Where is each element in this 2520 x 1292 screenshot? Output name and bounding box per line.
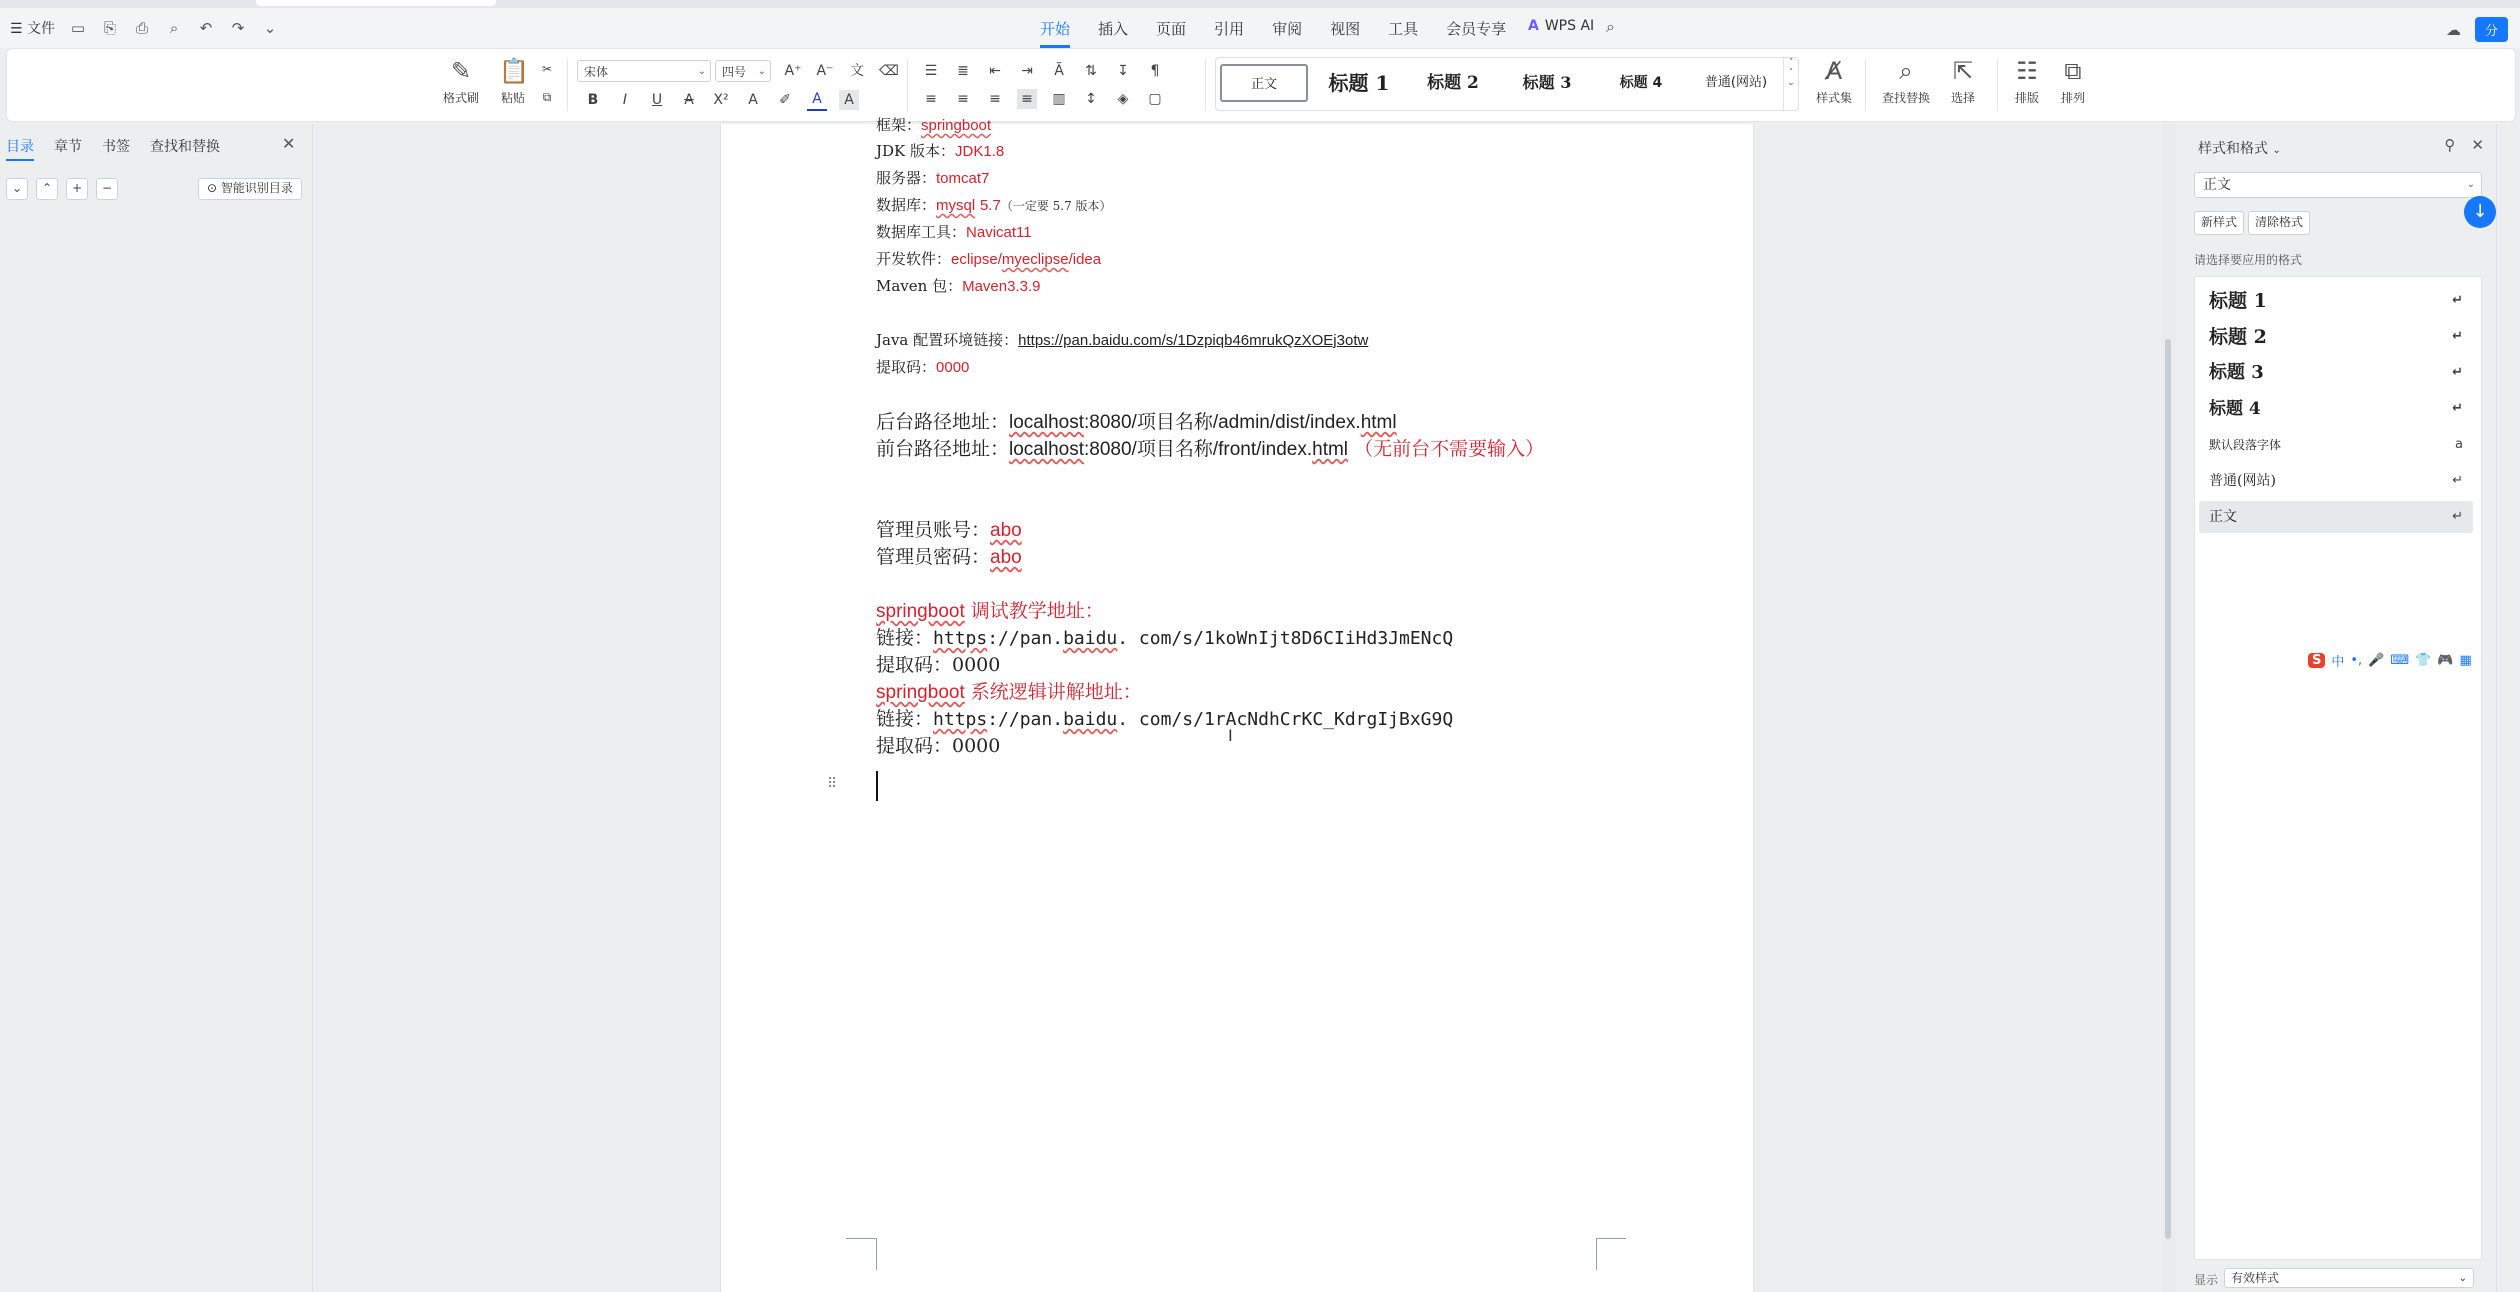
doc-line-admin-user <box>876 515 1022 542</box>
frontend-path: :8080/项目名称/front/index. <box>1084 439 1313 460</box>
shading-icon[interactable]: ◈ <box>1117 91 1129 107</box>
search-icon[interactable]: ⌕ <box>1606 17 1615 36</box>
italic-icon[interactable]: I <box>622 92 628 108</box>
chinese-layout-icon[interactable]: Ã <box>1054 63 1064 79</box>
dbtool-value: Navicat11 <box>966 224 1032 241</box>
server-label: 服务器： <box>876 169 937 187</box>
quick-access <box>10 18 279 38</box>
layout-icon: ☷ <box>2016 57 2038 85</box>
font-tools-row-1 <box>783 61 899 81</box>
chevron-down-icon: ⌄ <box>2458 1273 2467 1284</box>
doc-line-admin-pwd <box>876 542 1022 569</box>
format-painter-icon: ✎ <box>450 57 472 85</box>
code-line-3: 提取码：0000 <box>876 735 1001 757</box>
select-button[interactable] <box>1941 57 1985 106</box>
right-sidebar-strip <box>2496 124 2520 1292</box>
pin-icon[interactable]: ⚲ <box>2444 136 2456 154</box>
navigation-pane <box>0 124 313 1292</box>
new-style-button[interactable]: 新样式 <box>2194 211 2244 235</box>
link-label-2: 链接： <box>876 708 934 730</box>
toc-tools <box>6 178 118 200</box>
show-filter-select[interactable] <box>2224 1268 2474 1288</box>
toolbox-icon[interactable]: ▦ <box>2459 652 2472 668</box>
return-icon: ↵ <box>2452 401 2463 416</box>
arrange-button[interactable] <box>2051 57 2095 106</box>
sort-icon[interactable]: ↧ <box>1117 63 1129 79</box>
font-color-icon[interactable]: A <box>807 89 827 111</box>
ide-value-myeclipse: myeclipse <box>1001 251 1069 268</box>
db-note: （一定要 5.7 版本） <box>1000 199 1112 213</box>
frontend-host: localhost <box>1009 439 1085 460</box>
decrease-indent-icon[interactable]: ⇤ <box>989 63 1001 79</box>
doc-line-dbtool <box>876 221 1032 242</box>
divider <box>1205 59 1206 111</box>
link-1-domain: baidu <box>1063 628 1118 649</box>
doc-line-database <box>876 194 1112 215</box>
gallery-style-heading-3[interactable]: 标题 3 <box>1522 73 1572 92</box>
maven-label: Maven 包： <box>876 277 963 295</box>
return-icon: ↵ <box>2452 365 2463 380</box>
doc-line-java-link <box>876 329 1368 350</box>
doc-line-debug-title <box>876 596 1104 623</box>
shrink-font-icon[interactable]: A⁻ <box>816 63 834 79</box>
divider <box>1997 59 1998 111</box>
font-size-value: 四号 <box>722 65 747 79</box>
open-icon[interactable]: ⎘ <box>104 19 117 37</box>
superscript-icon[interactable]: X² <box>713 92 729 108</box>
select-label: 选择 <box>1950 91 1975 105</box>
jdk-value: JDK1.8 <box>955 143 1005 160</box>
chevron-down-icon: ⌄ <box>697 66 706 77</box>
style-item-normal[interactable] <box>2199 501 2473 533</box>
numbering-icon[interactable]: ≣ <box>957 63 969 79</box>
style-item-label: 标题 1 <box>2209 290 2267 312</box>
tab-review[interactable]: 审阅 <box>1272 20 1303 38</box>
font-size-select[interactable] <box>715 60 771 82</box>
crop-mark <box>846 1238 876 1239</box>
print-preview-icon[interactable]: ⌕ <box>169 19 179 37</box>
find-replace-button[interactable] <box>1875 57 1937 106</box>
nav-tab-sections[interactable]: 章节 <box>54 139 82 155</box>
skin-icon[interactable]: 👕 <box>2415 652 2432 668</box>
menu-bar <box>0 8 2520 48</box>
divider <box>567 59 568 111</box>
link-2-path: . com/s/1rAcNdhCrKC_KdrgIjBxG9Q <box>1117 709 1454 730</box>
framework-label: 框架： <box>876 116 922 134</box>
styles-hint: 请选择要应用的格式 <box>2194 253 2303 267</box>
db-value: mysql <box>936 197 976 214</box>
underline-icon[interactable]: U <box>651 92 663 108</box>
link-1-part-b: ://pan. <box>987 628 1064 649</box>
styles-set-button[interactable] <box>1807 57 1861 106</box>
doc-line-backend <box>876 407 1397 434</box>
doc-line-frontend <box>876 434 1544 461</box>
code-value-1: 0000 <box>936 359 970 376</box>
add-icon[interactable]: + <box>66 178 88 200</box>
style-item-label: 标题 2 <box>2209 326 2267 348</box>
bold-icon[interactable]: B <box>587 92 599 108</box>
tab-page[interactable]: 页面 <box>1156 20 1187 38</box>
return-icon: ↵ <box>2452 473 2463 488</box>
nav-tab-toc[interactable]: 目录 <box>6 136 34 161</box>
server-value: tomcat7 <box>936 170 990 187</box>
customize-chevron-icon[interactable]: ⌄ <box>263 19 277 37</box>
admin-user-label: 管理员账号： <box>876 519 991 541</box>
ide-value-eclipse: eclipse <box>951 251 998 268</box>
smart-toc-button[interactable] <box>198 178 302 200</box>
clear-format-button[interactable]: 清除格式 <box>2248 211 2310 235</box>
admin-pwd-label: 管理员密码： <box>876 546 991 568</box>
close-icon[interactable]: ✕ <box>282 134 296 153</box>
styles-pane-title-text: 样式和格式 <box>2198 141 2268 157</box>
style-item-label: 标题 4 <box>2209 399 2261 419</box>
style-gallery <box>1215 57 1799 111</box>
bullets-icon[interactable]: ☰ <box>924 63 938 79</box>
styles-set-label: 样式集 <box>1815 91 1852 105</box>
show-filter-value: 有效样式 <box>2231 1271 2280 1285</box>
gallery-style-heading-2[interactable]: 标题 2 <box>1427 73 1479 93</box>
text-direction-icon[interactable]: ⇅ <box>1085 63 1097 79</box>
chevron-down-icon: ⌄ <box>2272 145 2281 156</box>
doc-line-link-1 <box>876 623 1453 650</box>
gallery-style-web[interactable]: 普通(网站) <box>1704 75 1768 90</box>
tab-view[interactable]: 视图 <box>1330 20 1361 38</box>
strikethrough-icon[interactable]: A <box>684 92 694 108</box>
font-tools-row-2 <box>583 89 859 111</box>
nav-tab-bookmarks[interactable]: 书签 <box>102 139 130 155</box>
char-style-icon: a <box>2455 437 2463 452</box>
cut-icon[interactable]: ✂ <box>541 62 553 76</box>
style-item-label: 默认段落字体 <box>2209 438 2282 452</box>
microphone-icon[interactable]: 🎤 <box>2368 652 2385 668</box>
styles-pane-title[interactable] <box>2198 138 2281 158</box>
smart-toc-icon: ⊙ <box>207 181 218 195</box>
debug-title-a: springboot <box>876 601 965 622</box>
admin-user-value: abo <box>990 520 1022 541</box>
backend-ext: html <box>1360 412 1397 433</box>
style-item-label: 标题 3 <box>2209 362 2264 383</box>
paragraph-tools-row-2 <box>921 89 1165 109</box>
scrollbar-thumb[interactable] <box>2165 339 2171 1239</box>
cloud-icon[interactable]: ☁ <box>2445 20 2461 39</box>
wps-ai-icon: A <box>1528 18 1539 34</box>
style-item-web[interactable] <box>2199 465 2473 497</box>
file-menu[interactable]: ☰ 文件 <box>10 21 56 37</box>
punctuation-icon[interactable]: •, <box>2350 652 2363 668</box>
styles-set-icon: A̸ <box>1825 57 1843 85</box>
doc-line-framework <box>876 114 991 135</box>
wps-ai-button[interactable] <box>1528 18 1594 34</box>
style-item-label: 普通(网站) <box>2209 473 2276 489</box>
download-arrow-icon[interactable]: ↓ <box>2464 196 2496 228</box>
frontend-label: 前台路径地址： <box>876 438 1010 460</box>
backend-label: 后台路径地址： <box>876 411 1010 433</box>
find-icon: ⌕ <box>1899 57 1913 85</box>
char-shading-icon[interactable]: A <box>839 90 859 110</box>
tab-references[interactable]: 引用 <box>1214 20 1245 38</box>
nav-tab-find-replace[interactable]: 查找和替换 <box>150 139 220 155</box>
ide-label: 开发软件： <box>876 250 952 268</box>
link-2-scheme: https <box>933 709 988 730</box>
db-version: 5.7 <box>979 197 1001 214</box>
return-icon: ↵ <box>2452 329 2463 344</box>
tab-tools[interactable]: 工具 <box>1388 20 1419 38</box>
paste-label: 粘贴 <box>500 91 525 105</box>
collapse-icon[interactable]: ⌃ <box>36 178 58 200</box>
style-item-heading-4[interactable] <box>2199 393 2473 425</box>
style-item-heading-2[interactable] <box>2199 321 2473 353</box>
java-link-value[interactable]: https://pan.baidu.com/s/1Dzpiqb46mrukQzXOEj3otw <box>1018 332 1369 349</box>
window-actions <box>2446 17 2508 42</box>
arrange-label: 排列 <box>2060 91 2085 105</box>
justify-icon[interactable]: ≡ <box>1017 89 1037 109</box>
link-2-domain: baidu <box>1063 709 1118 730</box>
keyboard-icon[interactable]: ⌨ <box>2390 652 2410 668</box>
line-spacing-icon[interactable]: ↕ <box>1085 91 1097 107</box>
dbtool-label: 数据库工具： <box>876 223 967 241</box>
doc-line-logic-title <box>876 677 1142 704</box>
ide-value-idea: idea <box>1072 251 1102 268</box>
align-left-icon[interactable]: ≡ <box>925 91 937 107</box>
menu-tabs <box>1040 18 1506 48</box>
paste-icon: 📋 <box>499 57 529 85</box>
arrange-icon: ⧉ <box>2064 57 2082 85</box>
wps-ai-label: WPS AI <box>1544 18 1595 34</box>
crop-mark <box>1596 1238 1597 1270</box>
redo-icon[interactable]: ↷ <box>231 19 245 37</box>
debug-title-b: 调试教学地址： <box>964 600 1104 622</box>
divider <box>1865 59 1866 111</box>
styles-pane <box>2186 124 2494 1292</box>
current-style-select[interactable] <box>2194 172 2482 198</box>
chevron-down-icon: ⌄ <box>2466 179 2475 190</box>
clear-format-icon[interactable]: ⌫ <box>879 63 899 79</box>
font-name-value: 宋体 <box>584 65 609 79</box>
doc-line-code-1 <box>876 356 969 377</box>
border-icon[interactable]: ▢ <box>1148 91 1162 107</box>
doc-line-code-3 <box>876 731 1000 758</box>
show-label: 显示 <box>2194 1273 2219 1287</box>
logic-title-a: springboot <box>876 682 965 703</box>
ime-toolbar <box>2308 648 2472 672</box>
backend-host: localhost <box>1009 412 1085 433</box>
save-icon[interactable]: ▭ <box>70 19 86 37</box>
paragraph-tools-row-1 <box>921 61 1165 81</box>
nav-tabs <box>6 136 220 161</box>
logic-title-b: 系统逻辑讲解地址： <box>964 681 1142 703</box>
align-right-icon[interactable]: ≡ <box>989 91 1001 107</box>
undo-icon[interactable]: ↶ <box>199 19 213 37</box>
link-1-scheme: https <box>933 628 988 649</box>
tab-home[interactable]: 开始 <box>1040 18 1070 48</box>
gallery-scroll[interactable]: ˄ ˅ ⌄ <box>1783 58 1798 110</box>
return-icon: ↵ <box>2452 293 2463 308</box>
frontend-ext: html <box>1312 439 1349 460</box>
gallery-style-heading-1[interactable]: 标题 1 <box>1328 71 1390 95</box>
document-scrollbar[interactable] <box>2162 124 2176 1292</box>
sogou-ime-icon[interactable]: S <box>2308 653 2325 668</box>
distribute-icon[interactable]: ▥ <box>1052 91 1066 107</box>
java-link-label: Java 配置环境链接： <box>876 331 1019 349</box>
show-marks-icon[interactable]: ¶ <box>1150 63 1160 79</box>
game-icon[interactable]: 🎮 <box>2437 652 2454 668</box>
tab-member[interactable]: 会员专享 <box>1446 20 1507 38</box>
doc-line-ide: 开发软件：eclipse/myeclipse/idea <box>876 250 1102 268</box>
doc-line-code-2 <box>876 650 1000 677</box>
doc-line-server <box>876 167 989 188</box>
link-label-1: 链接： <box>876 627 934 649</box>
layout-button[interactable] <box>2005 57 2049 106</box>
share-button[interactable]: 分 <box>2475 17 2508 42</box>
style-item-heading-1[interactable] <box>2199 285 2473 317</box>
link-2-part-b: ://pan. <box>987 709 1064 730</box>
current-style-value: 正文 <box>2203 177 2231 193</box>
grow-font-icon[interactable]: A⁺ <box>784 63 802 79</box>
styles-list <box>2194 276 2482 1260</box>
return-icon: ↵ <box>2452 509 2463 524</box>
chinese-mode-icon[interactable]: 中 <box>2331 654 2345 670</box>
close-icon[interactable]: ✕ <box>2471 136 2484 154</box>
crop-mark <box>1596 1238 1626 1239</box>
framework-value: springboot <box>921 117 992 134</box>
text-effect-icon[interactable]: A <box>748 92 758 108</box>
chevron-down-icon: ⌄ <box>757 66 766 77</box>
style-item-heading-3[interactable] <box>2199 357 2473 389</box>
document-tab[interactable] <box>256 0 496 6</box>
text-cursor <box>876 771 878 801</box>
link-1-path: . com/s/1koWnIjt8D6CIiHd3JmENcQ <box>1117 628 1454 649</box>
style-item-label: 正文 <box>2209 509 2237 525</box>
highlight-icon[interactable]: ✐ <box>779 92 791 108</box>
doc-line-jdk <box>876 140 1004 161</box>
print-icon[interactable]: ⎙ <box>136 19 149 37</box>
gallery-style-normal[interactable]: 正文 <box>1220 64 1308 102</box>
paste-button[interactable] <box>491 57 535 106</box>
frontend-note: （无前台不需要输入） <box>1354 438 1545 460</box>
crop-mark <box>876 1238 877 1270</box>
file-menu-label: 文件 <box>27 21 56 37</box>
layout-label: 排版 <box>2014 91 2039 105</box>
divider <box>907 59 908 111</box>
copy-icon[interactable]: ⧉ <box>542 90 552 104</box>
align-center-icon[interactable]: ≡ <box>957 91 969 107</box>
font-name-select[interactable] <box>577 60 711 82</box>
title-bar <box>0 0 2520 8</box>
backend-path: :8080/项目名称/admin/dist/index. <box>1084 412 1361 433</box>
gallery-style-heading-4[interactable]: 标题 4 <box>1619 75 1663 91</box>
paragraph-drag-handle-icon[interactable]: ⠿ <box>827 776 838 792</box>
ibeam-cursor-icon: I <box>1228 726 1233 745</box>
styles-pane-actions <box>2444 136 2484 154</box>
doc-line-link-2 <box>876 704 1453 731</box>
expand-icon[interactable]: ⌄ <box>6 178 28 200</box>
find-replace-label: 查找替换 <box>1881 91 1930 105</box>
smart-toc-label: 智能识别目录 <box>220 181 293 195</box>
select-cursor-icon: ⇱ <box>1952 57 1974 85</box>
db-label: 数据库： <box>876 196 937 214</box>
pinyin-icon[interactable]: 文 <box>850 63 864 79</box>
remove-icon[interactable]: − <box>96 178 118 200</box>
maven-value: Maven3.3.9 <box>962 278 1041 295</box>
format-painter-label: 格式刷 <box>442 91 479 105</box>
code-label-1: 提取码： <box>876 358 937 376</box>
admin-pwd-value: abo <box>990 547 1022 568</box>
doc-line-maven <box>876 275 1040 296</box>
ribbon-toolbar <box>6 48 2516 122</box>
style-item-default-font[interactable] <box>2199 429 2473 461</box>
code-line-2: 提取码：0000 <box>876 654 1001 676</box>
format-painter-button[interactable] <box>439 57 483 106</box>
increase-indent-icon[interactable]: ⇥ <box>1021 63 1033 79</box>
jdk-label: JDK 版本： <box>876 142 956 160</box>
clipboard-mini <box>537 59 557 107</box>
tab-insert[interactable]: 插入 <box>1098 20 1129 38</box>
